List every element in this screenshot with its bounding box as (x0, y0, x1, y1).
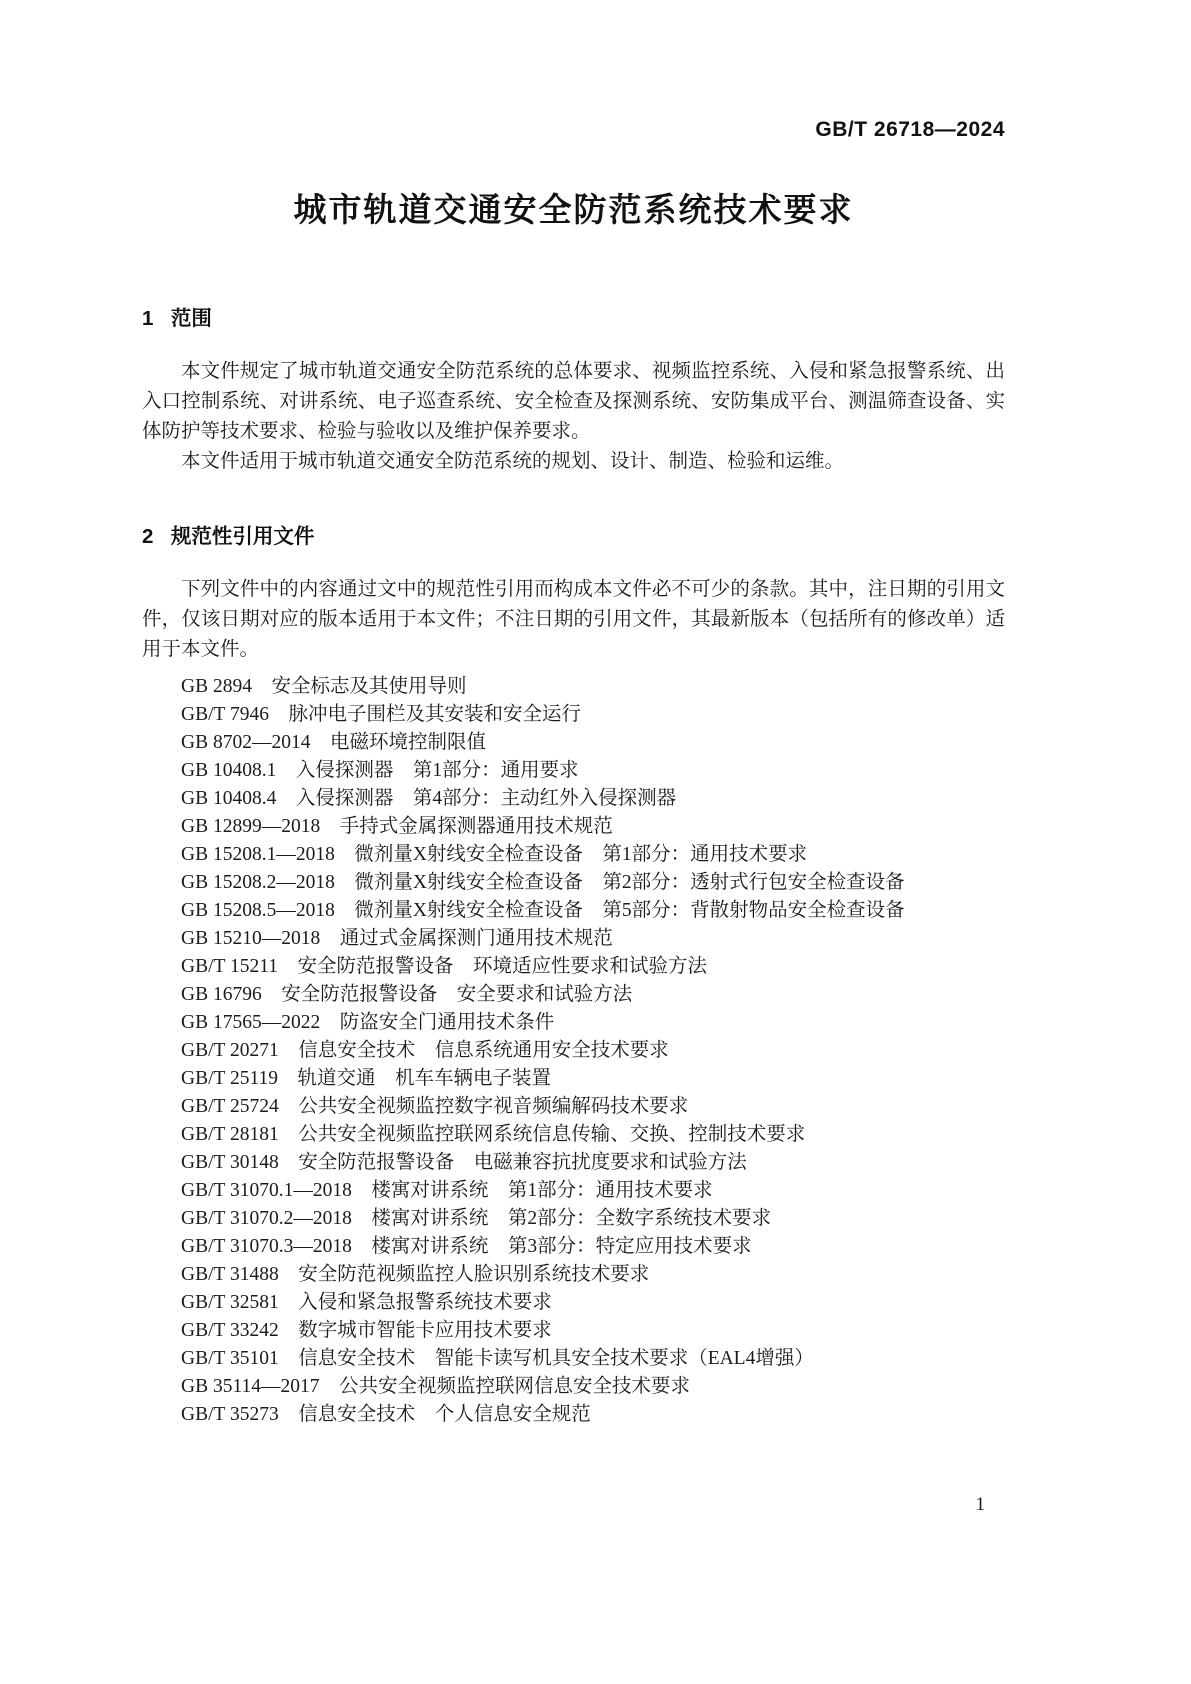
document-title: 城市轨道交通安全防范系统技术要求 (293, 191, 854, 228)
reference-item: GB/T 28181 公共安全视频监控联网系统信息传输、交换、控制技术要求 (181, 1124, 806, 1145)
normative-references-intro: 下列文件中的内容通过文中的规范性引用而构成本文件必不可少的条款。其中，注日期的引用文件，仅该日期对应的版本适用于本文件；不注日期的引用文件，其最新版本（包括所有的修改单）适用于本文件。 (142, 579, 1005, 660)
reference-item: GB/T 31070.3—2018 楼寓对讲系统 第3部分：特定应用技术要求 (181, 1236, 752, 1257)
reference-item: GB 16796 安全防范报警设备 安全要求和试验方法 (181, 984, 633, 1005)
scope-paragraph-1: 本文件规定了城市轨道交通安全防范系统的总体要求、视频监控系统、入侵和紧急报警系统、出入口控制系统、对讲系统、电子巡查系统、安全检查及探测系统、安防集成平台、测温筛查设备、实体防护等技术要求、检验与验收以及维护保养要求。 (142, 361, 1005, 442)
reference-item: GB/T 33242 数字城市智能卡应用技术要求 (181, 1320, 552, 1341)
reference-list (142, 673, 1005, 1429)
reference-item: GB/T 15211 安全防范报警设备 环境适应性要求和试验方法 (181, 956, 707, 977)
reference-item: GB/T 31070.2—2018 楼寓对讲系统 第2部分：全数字系统技术要求 (181, 1208, 772, 1229)
reference-item: GB 2894 安全标志及其使用导则 (181, 676, 467, 697)
reference-item: GB/T 32581 入侵和紧急报警系统技术要求 (181, 1292, 552, 1313)
section-2-heading (142, 519, 1005, 549)
reference-item: GB/T 20271 信息安全技术 信息系统通用安全技术要求 (181, 1040, 669, 1061)
reference-item: GB 8702—2014 电磁环境控制限值 (181, 732, 486, 753)
reference-item: GB 17565—2022 防盗安全门通用技术条件 (181, 1012, 555, 1033)
section-2-number: 2 (142, 525, 154, 548)
reference-item: GB/T 25119 轨道交通 机车车辆电子装置 (181, 1068, 551, 1089)
reference-item: GB 15208.5—2018 微剂量X射线安全检查设备 第5部分：背散射物品安全检查设备 (181, 900, 905, 921)
reference-item: GB 10408.4 入侵探测器 第4部分：主动红外入侵探测器 (181, 788, 677, 809)
reference-item: GB 12899—2018 手持式金属探测器通用技术规范 (181, 816, 613, 837)
reference-item: GB 15210—2018 通过式金属探测门通用技术规范 (181, 928, 613, 949)
standard-number: GB/T 26718—2024 (815, 118, 1005, 141)
page-number: 1 (975, 1494, 985, 1515)
reference-item: GB/T 35273 信息安全技术 个人信息安全规范 (181, 1404, 591, 1425)
reference-item: GB/T 31070.1—2018 楼寓对讲系统 第1部分：通用技术要求 (181, 1180, 713, 1201)
reference-item: GB 15208.1—2018 微剂量X射线安全检查设备 第1部分：通用技术要求 (181, 844, 808, 865)
reference-item: GB 35114—2017 公共安全视频监控联网信息安全技术要求 (181, 1376, 690, 1397)
reference-item: GB 15208.2—2018 微剂量X射线安全检查设备 第2部分：透射式行包安全检查设备 (181, 872, 905, 893)
reference-item: GB/T 30148 安全防范报警设备 电磁兼容抗扰度要求和试验方法 (181, 1152, 747, 1173)
section-2-title: 规范性引用文件 (170, 525, 315, 548)
section-1-heading (142, 301, 1005, 331)
reference-item: GB/T 25724 公共安全视频监控数字视音频编解码技术要求 (181, 1096, 689, 1117)
scope-paragraph-2: 本文件适用于城市轨道交通安全防范系统的规划、设计、制造、检验和运维。 (181, 451, 845, 472)
section-1-title: 范围 (170, 307, 212, 330)
reference-item: GB/T 31488 安全防范视频监控人脸识别系统技术要求 (181, 1264, 650, 1285)
reference-item: GB/T 35101 信息安全技术 智能卡读写机具安全技术要求（EAL4增强） (181, 1348, 814, 1369)
section-1-number: 1 (142, 307, 154, 330)
reference-item: GB/T 7946 脉冲电子围栏及其安装和安全运行 (181, 704, 581, 725)
reference-item: GB 10408.1 入侵探测器 第1部分：通用要求 (181, 760, 579, 781)
